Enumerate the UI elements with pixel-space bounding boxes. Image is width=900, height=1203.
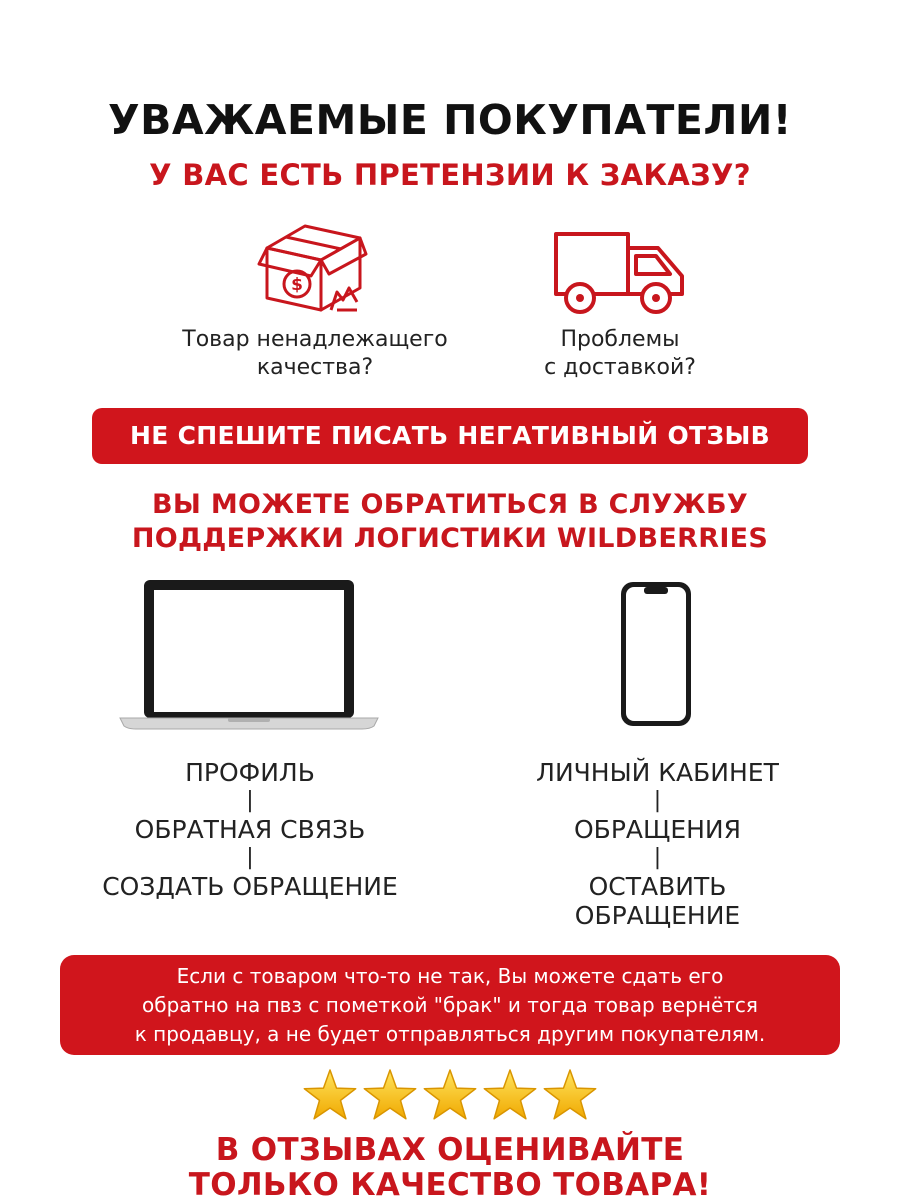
steps-website	[60, 758, 440, 901]
feature-quality-line2: качества?	[256, 355, 374, 380]
step-profile: ПРОФИЛЬ	[185, 758, 315, 787]
step-create-request: СОЗДАТЬ ОБРАЩЕНИЕ	[102, 872, 398, 901]
step-personal-account: ЛИЧНЫЙ КАБИНЕТ	[536, 758, 779, 787]
star-icon	[484, 1070, 535, 1119]
page-title: УВАЖАЕМЫЕ ПОКУПАТЕЛИ!	[108, 96, 792, 144]
star-icon	[304, 1070, 355, 1119]
feature-quality-line1: Товар ненадлежащего	[182, 327, 448, 352]
feature-delivery-line2: с доставкой?	[544, 355, 696, 380]
smartphone-icon	[619, 580, 693, 728]
step-feedback: ОБРАТНАЯ СВЯЗЬ	[134, 815, 366, 844]
step-separator: |	[653, 845, 662, 870]
star-icon	[424, 1070, 475, 1119]
note-line2: обратно на пвз с пометкой "брак" и тогда товар вернётся	[142, 993, 758, 1017]
warning-banner: НЕ СПЕШИТЕ ПИСАТЬ НЕГАТИВНЫЙ ОТЗЫВ	[92, 408, 808, 464]
feature-delivery	[480, 326, 760, 382]
step-separator: |	[246, 845, 254, 870]
svg-text:$: $	[291, 275, 303, 295]
damaged-box-icon	[255, 218, 370, 318]
rating-stars	[298, 1068, 602, 1124]
page-subtitle: У ВАС ЕСТЬ ПРЕТЕНЗИИ К ЗАКАЗУ?	[149, 158, 751, 192]
step-separator: |	[246, 788, 254, 813]
final-line2: ТОЛЬКО КАЧЕСТВО ТОВАРА!	[188, 1167, 712, 1203]
final-line1: В ОТЗЫВАХ ОЦЕНИВАЙТЕ	[215, 1132, 685, 1168]
final-message	[0, 1133, 900, 1203]
step-leave-request-line2: ОБРАЩЕНИЕ	[574, 901, 741, 930]
step-leave-request-line1: ОСТАВИТЬ	[588, 872, 727, 901]
steps-app	[470, 758, 845, 930]
support-text	[0, 488, 900, 556]
delivery-truck-icon	[552, 230, 688, 315]
return-note	[60, 955, 840, 1055]
step-separator: |	[653, 788, 662, 813]
support-line1: ВЫ МОЖЕТЕ ОБРАТИТЬСЯ В СЛУЖБУ	[152, 489, 748, 520]
star-icon	[364, 1070, 415, 1119]
laptop-icon	[118, 578, 380, 730]
note-line3: к продавцу, а не будет отправляться другим покупателям.	[134, 1022, 766, 1046]
feature-delivery-line1: Проблемы	[560, 327, 680, 352]
support-line2: ПОДДЕРЖКИ ЛОГИСТИКИ WILDBERRIES	[131, 523, 769, 554]
note-line1: Если с товаром что-то не так, Вы можете сдать его	[176, 964, 724, 988]
feature-quality	[150, 326, 480, 382]
star-icon	[544, 1070, 595, 1119]
step-requests: ОБРАЩЕНИЯ	[573, 815, 742, 844]
